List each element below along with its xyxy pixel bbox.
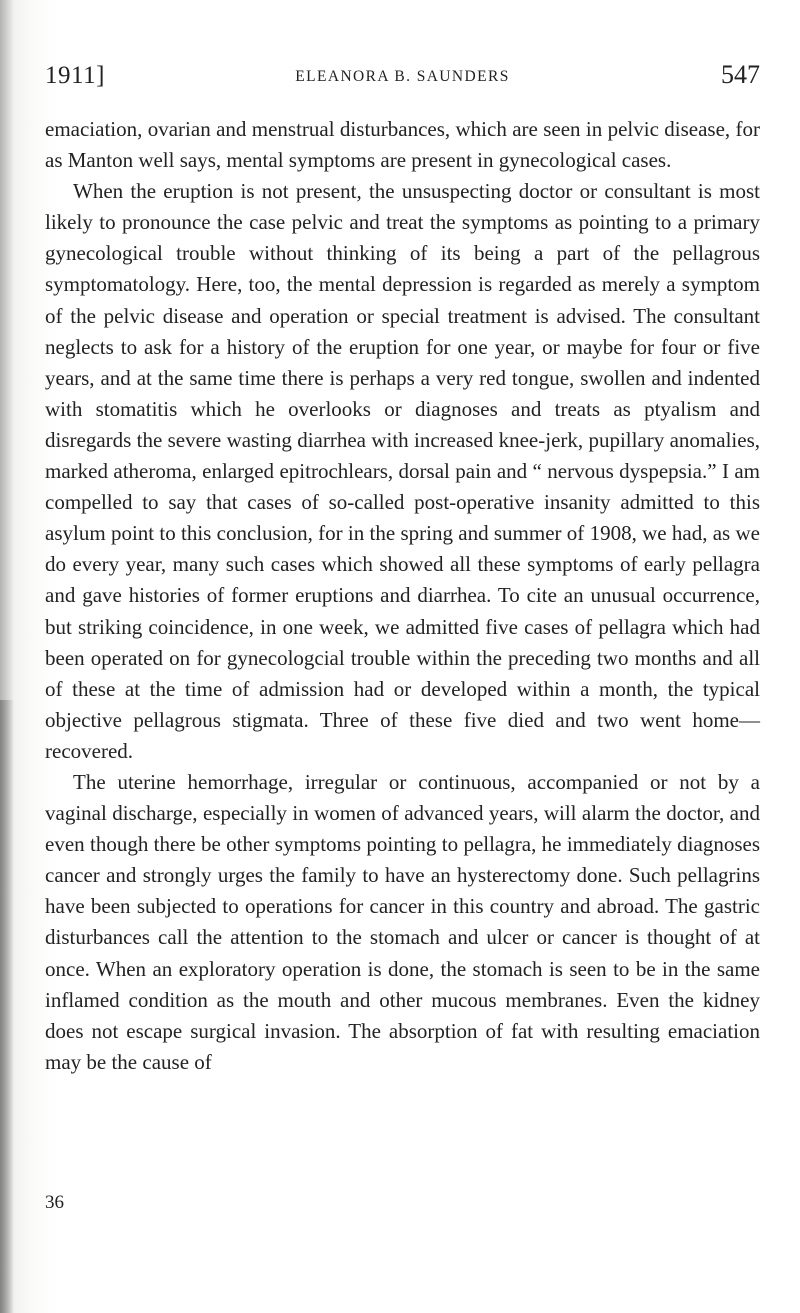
running-head <box>45 58 760 94</box>
body-text <box>45 114 760 1078</box>
running-head-year: 1911] <box>45 62 105 89</box>
page-number: 547 <box>721 60 760 89</box>
running-head-author: ELEANORA B. SAUNDERS <box>295 68 510 85</box>
paragraph-continuation: emaciation, ovarian and menstrual disturbances, which are seen in pelvic disease, for as Manton well says, mental symptoms are present in gynecological cases. <box>45 117 760 173</box>
binding-shadow-lower <box>0 700 14 1313</box>
signature-mark: 36 <box>45 1192 64 1213</box>
paragraph-uterine-hemorrhage: The uterine hemorrhage, irregular or continuous, accompanied or not by a vaginal discharge, especially in women of advanced years, will alarm the doctor, and even though there be other symptoms pointing to pellagra, he immediately diagnoses cancer and strongly urges the family to have an hysterectomy done. Such pellagrins have been subjected to operations for cancer in this country and abroad. The gastric disturbances call the attention to the stomach and ulcer or cancer is thought of at once. When an exploratory operation is done, the stomach is seen to be in the same inflamed condition as the mouth and other mucous membranes. Even the kidney does not escape surgical invasion. The absorption of fat with resulting emaciation may be the cause of <box>45 769 760 1074</box>
paragraph-eruption: When the eruption is not present, the unsuspecting doctor or consultant is most likely to pronounce the case pelvic and treat the symptoms as pointing to a primary gynecological trouble without thinking of its being a part of the pellagrous symptomatology. Here, too, the mental depression is regarded as merely a symptom of the pelvic disease and operation or special treatment is advised. The consultant neglects to ask for a history of the eruption for one year, or maybe for four or five years, and at the same time there is perhaps a very red tongue, swollen and indented with stomatitis which he overlooks or diagnoses and treats as ptyalism and disregards the severe wasting diarrhea with increased knee-jerk, pupillary anomalies, marked atheroma, enlarged epitrochlears, dorsal pain and “ nervous dyspepsia.” I am compelled to say that cases of so-called post-operative insanity admitted to this asylum point to this conclusion, for in the spring and summer of 1908, we had, as we do every year, many such cases which showed all these symptoms of early pellagra and gave histories of former eruptions and diarrhea. To cite an unusual occurrence, but striking coincidence, in one week, we admitted five cases of pellagra which had been operated on for gynecologcial trouble within the preceding two months and all of these at the time of admission had or developed within a month, the typical objective pellagrous stigmata. Three of these five died and two went home—recovered. <box>45 179 760 763</box>
